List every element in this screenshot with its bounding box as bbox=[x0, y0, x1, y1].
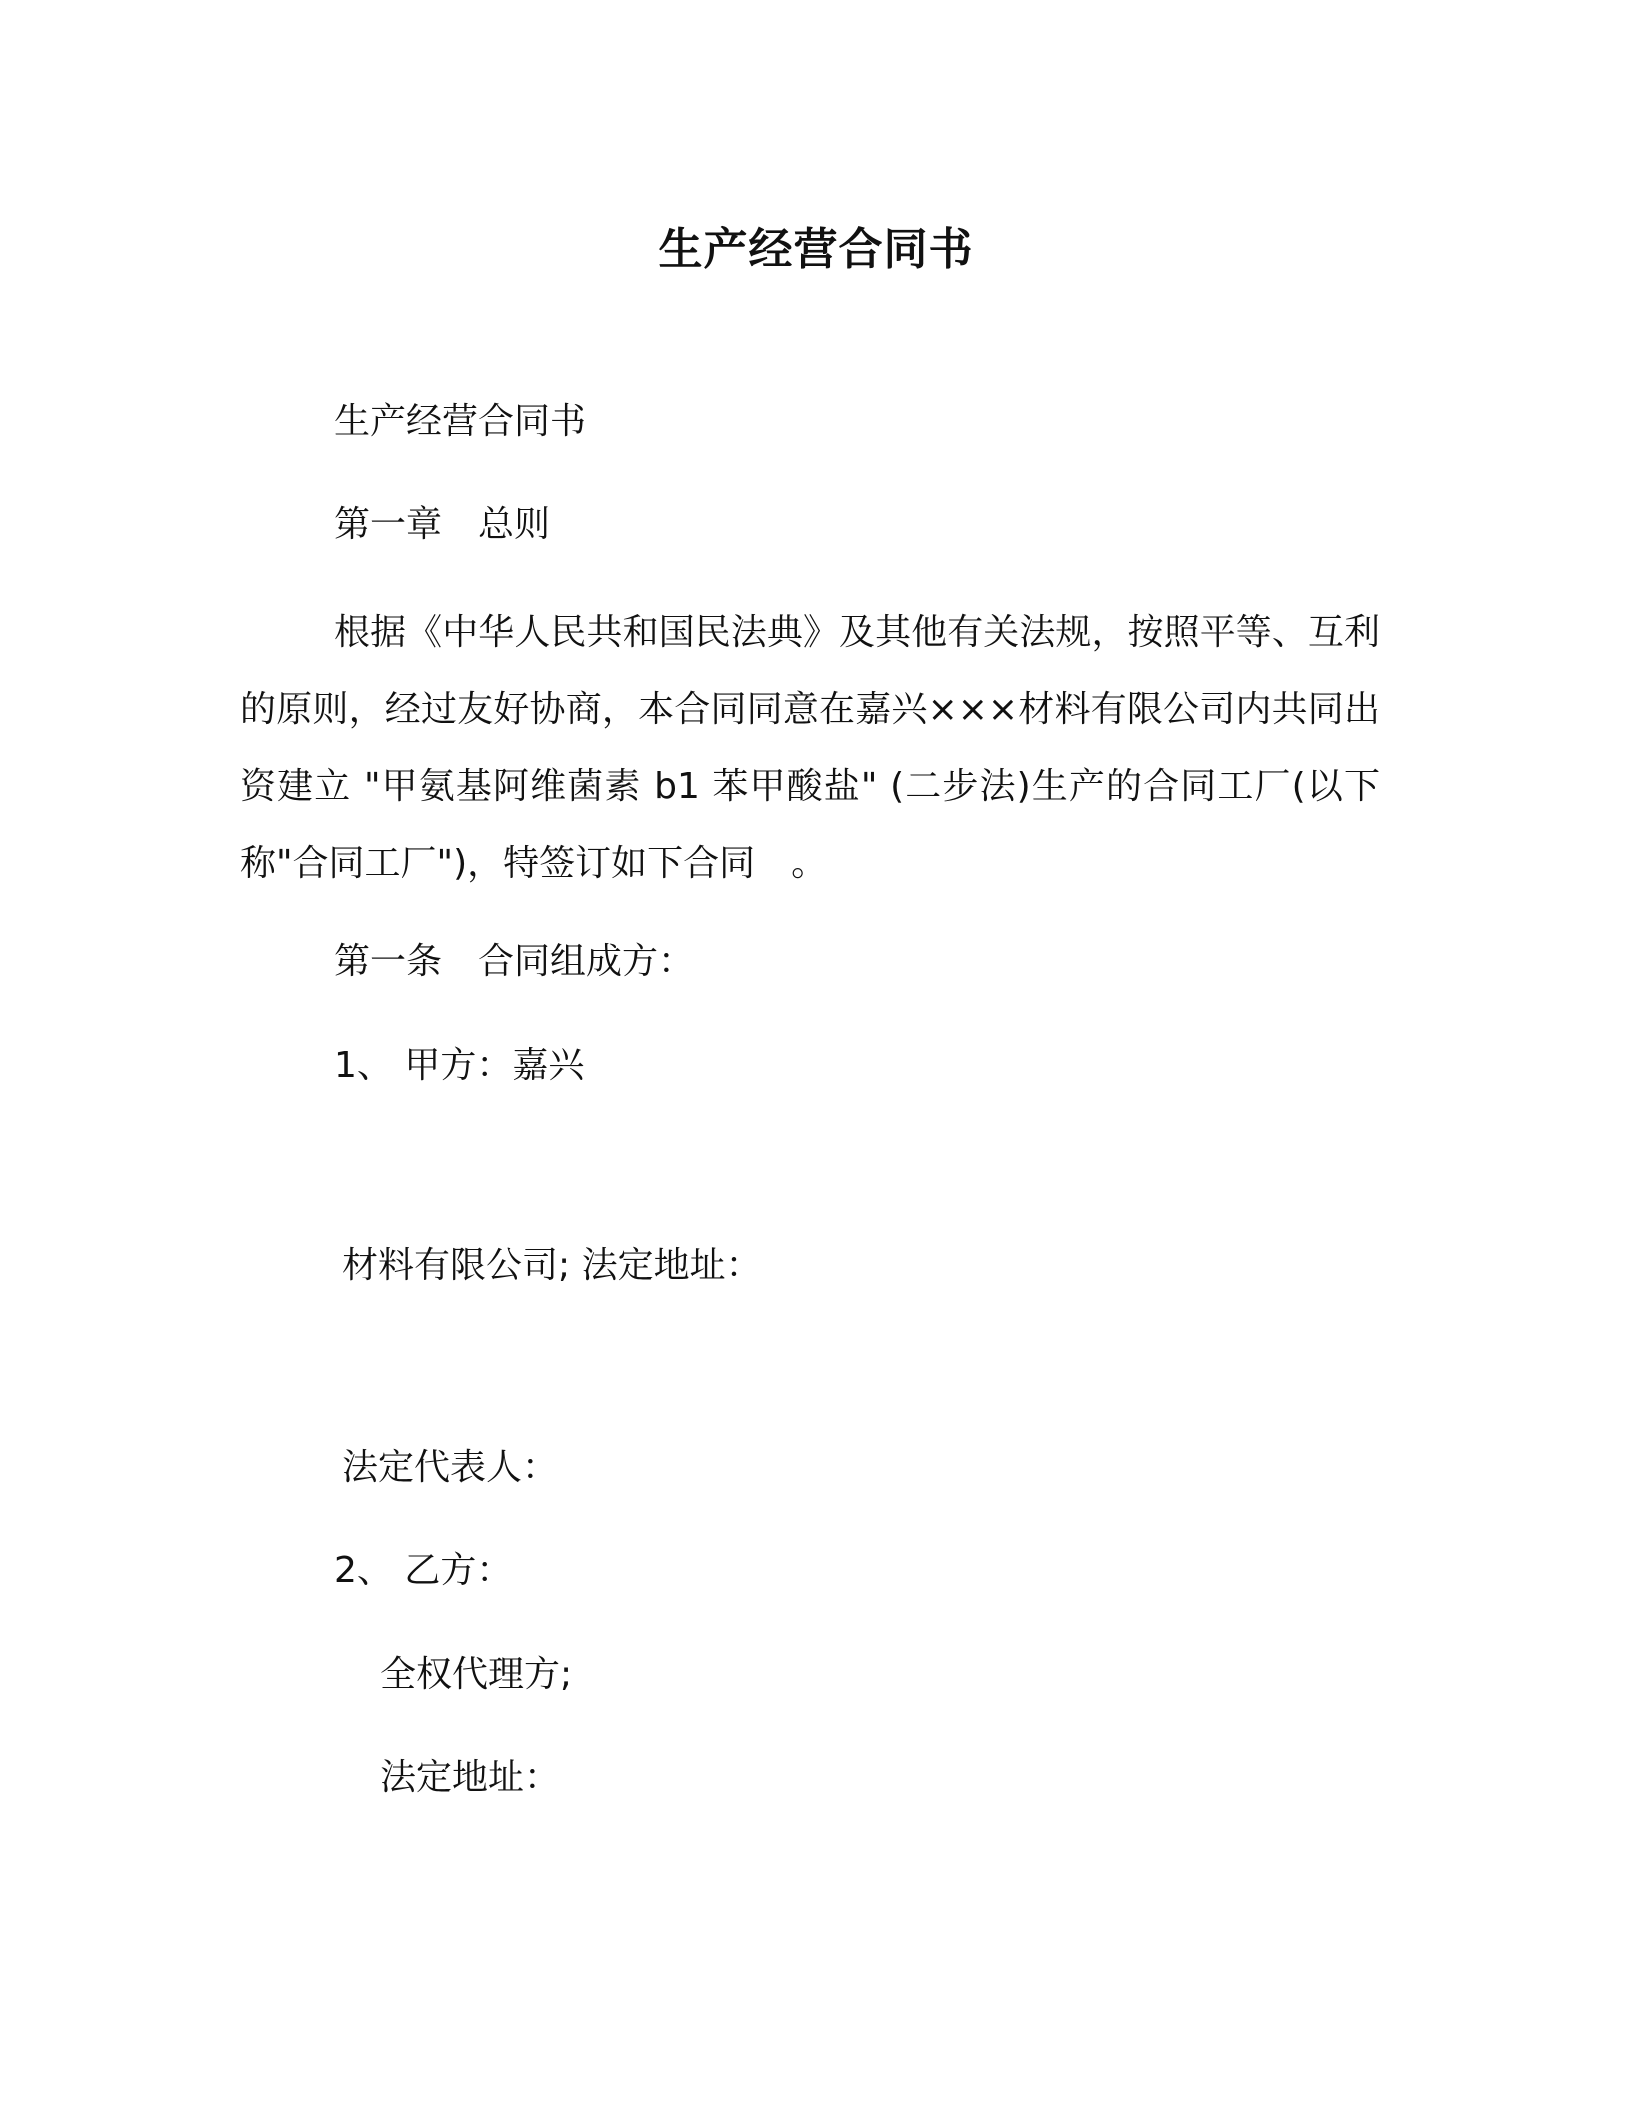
chapter-name: 总则 bbox=[478, 504, 551, 545]
party-b-agent: 全权代理方; bbox=[380, 1654, 573, 1695]
article-name: 合同组成方： bbox=[478, 941, 695, 982]
chapter-heading bbox=[334, 499, 550, 551]
preamble-paragraph: 根据《中华人民共和国民法典》及其他有关法规，按照平等、互利的原则，经过友好协商，本合同同意在嘉兴×××材料有限公司内共同出资建立 "甲氨基阿维菌素 b1 苯甲酸盐" (二步法)生产的合同工厂(以下称"合同工厂")，特签订如下合同 。 bbox=[240, 612, 1380, 884]
party-b-label: 2、 乙方： bbox=[334, 1550, 513, 1591]
party-a-label: 1、 甲方：嘉兴 bbox=[334, 1045, 585, 1086]
party-a-legal-rep: 法定代表人： bbox=[342, 1447, 559, 1488]
party-a-company-line: 材料有限公司; 法定地址： bbox=[342, 1245, 762, 1286]
article-heading bbox=[334, 936, 694, 988]
document-title: 生产经营合同书 bbox=[658, 224, 974, 275]
party-b-address: 法定地址： bbox=[380, 1757, 561, 1798]
article-number: 第一条 bbox=[334, 941, 443, 982]
chapter-number: 第一章 bbox=[334, 504, 443, 545]
subtitle: 生产经营合同书 bbox=[334, 401, 587, 442]
